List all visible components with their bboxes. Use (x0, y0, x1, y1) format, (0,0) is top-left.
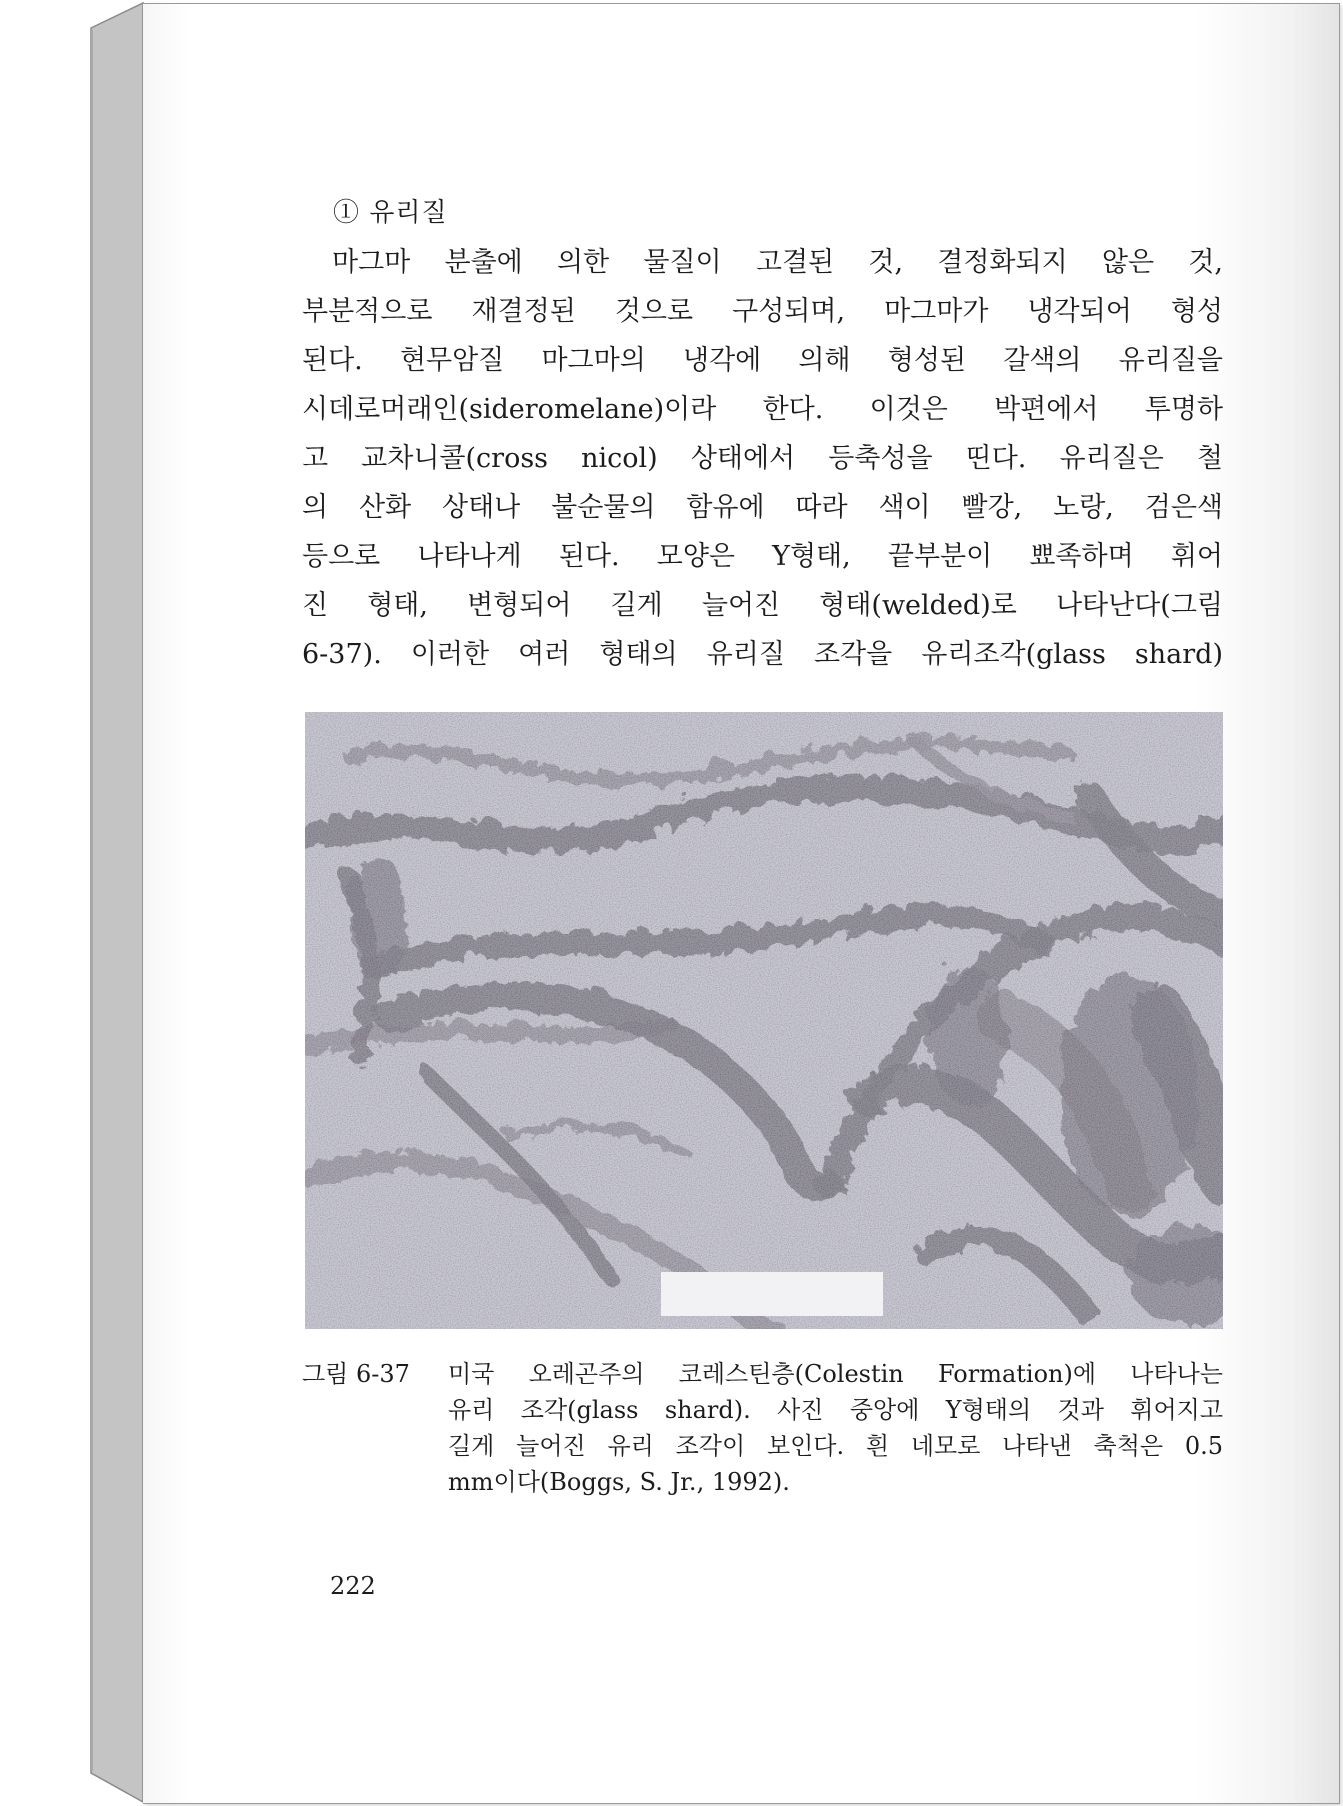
paragraph-line: 6-37). 이러한 여러 형태의 유리질 조각을 유리조각(glass shard) (302, 639, 1223, 670)
paragraph-line: 마그마 분출에 의한 물질이 고결된 것, 결정화되지 않은 것, (332, 247, 1223, 278)
paragraph-line: 진 형태, 변형되어 길게 늘어진 형태(welded)로 나타난다(그림 (302, 590, 1223, 621)
paragraph-line: 고 교차니콜(cross nicol) 상태에서 등축성을 띤다. 유리질은 철 (302, 443, 1223, 474)
paragraph-line: 시데로머래인(sideromelane)이라 한다. 이것은 박편에서 투명하 (302, 394, 1223, 425)
scale-bar (661, 1272, 883, 1316)
section-heading: ① 유리질 (333, 198, 448, 228)
paragraph-line: 등으로 나타나게 된다. 모양은 Y형태, 끝부분이 뾰족하며 휘어 (302, 541, 1223, 572)
page-number: 222 (330, 1572, 376, 1600)
figure-micrograph (305, 712, 1223, 1329)
paragraph-line: 된다. 현무암질 마그마의 냉각에 의해 형성된 갈색의 유리질을 (302, 345, 1223, 376)
figure-caption-text (448, 1356, 1223, 1500)
figure-label: 그림 6-37 (302, 1360, 410, 1388)
micrograph-image (305, 712, 1223, 1329)
caption-line: mm이다(Boggs, S. Jr., 1992). (448, 1468, 790, 1496)
paragraph-line: 의 산화 상태나 불순물의 함유에 따라 색이 빨강, 노랑, 검은색 (302, 492, 1223, 523)
caption-line: 미국 오레곤주의 코레스틴층(Colestin Formation)에 나타나는 (448, 1360, 1223, 1388)
caption-line: 유리 조각(glass shard). 사진 중앙에 Y형태의 것과 휘어지고 (448, 1396, 1223, 1424)
body-paragraph (302, 238, 1223, 679)
caption-line: 길게 늘어진 유리 조각이 보인다. 흰 네모로 나타낸 축척은 0.5 (448, 1432, 1223, 1460)
paragraph-line: 부분적으로 재결정된 것으로 구성되며, 마그마가 냉각되어 형성 (302, 296, 1223, 327)
